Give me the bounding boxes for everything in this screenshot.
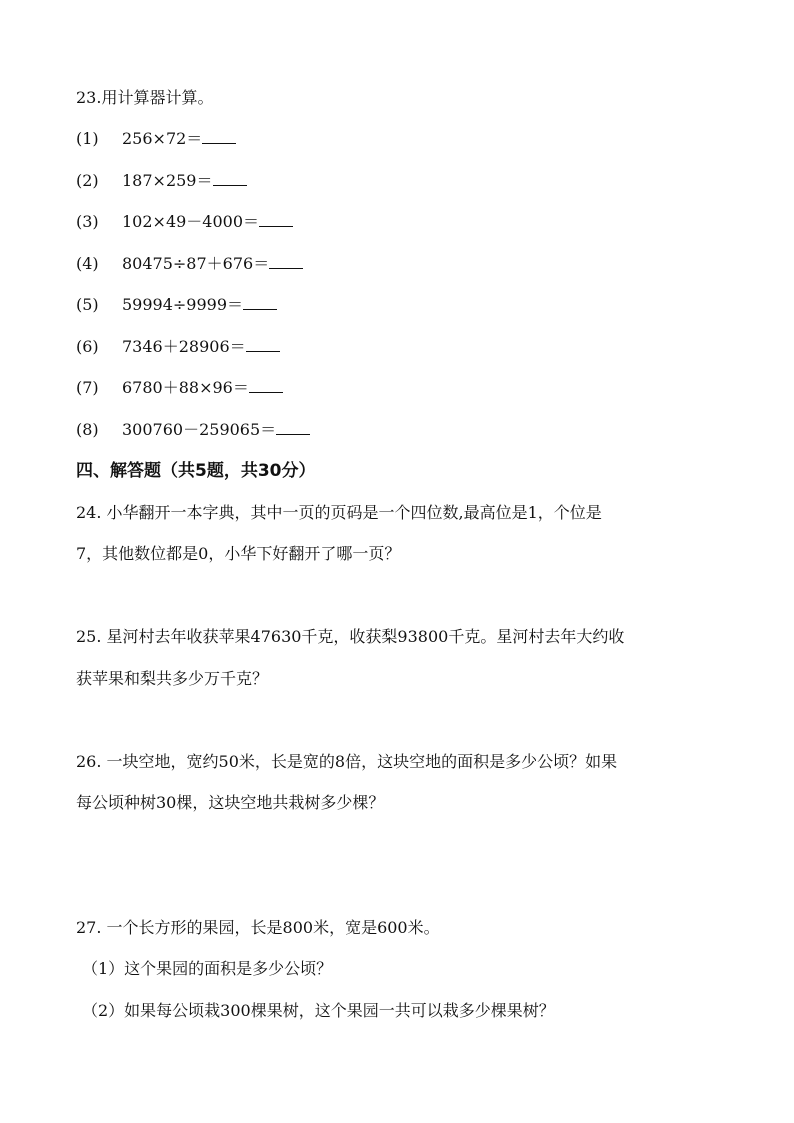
calc-item-8: [76, 419, 310, 441]
calc-item-expression: 300760－259065＝: [122, 420, 277, 439]
calc-item-expression: 6780＋88×96＝: [122, 378, 249, 397]
calc-item-expression: 80475÷87＋676＝: [122, 254, 270, 273]
question-27-line-1: 27. 一个长方形的果园，长是800米，宽是600米。: [76, 918, 440, 937]
calc-item-3: [76, 211, 293, 233]
question-26-line-2: 每公顷种树30棵，这块空地共栽树多少棵？: [76, 793, 385, 812]
calc-item-7: [76, 377, 283, 399]
calc-item-5: [76, 294, 277, 316]
calc-item-number: (3): [76, 212, 99, 231]
calc-item-6: [76, 336, 280, 358]
calc-item-2: [76, 170, 247, 192]
answer-blank[interactable]: [213, 171, 247, 186]
answer-blank[interactable]: [276, 420, 310, 435]
calc-item-number: (4): [76, 254, 99, 273]
answer-blank[interactable]: [202, 129, 236, 144]
question-26-line-1: 26. 一块空地，宽约50米，长是宽的8倍，这块空地的面积是多少公顷？如果: [76, 752, 618, 771]
answer-blank[interactable]: [243, 295, 277, 310]
calc-item-number: (5): [76, 295, 99, 314]
section-heading: 四、解答题（共5题，共30分）: [76, 461, 316, 481]
answer-blank[interactable]: [269, 254, 303, 269]
calc-item-expression: 187×259＝: [122, 171, 213, 190]
question-23-title: 23.用计算器计算。: [76, 88, 214, 107]
calc-item-expression: 256×72＝: [122, 129, 203, 148]
answer-blank[interactable]: [249, 378, 283, 393]
calc-item-expression: 7346＋28906＝: [122, 337, 246, 356]
calc-item-expression: 102×49－4000＝: [122, 212, 260, 231]
calc-item-number: (2): [76, 171, 99, 190]
question-27-sub-2: （2）如果每公顷栽300棵果树，这个果园一共可以栽多少棵果树？: [82, 1001, 555, 1020]
question-24-line-1: 24. 小华翻开一本字典，其中一页的页码是一个四位数,最高位是1，个位是: [76, 503, 602, 522]
question-24-line-2: 7，其他数位都是0，小华下好翻开了哪一页？: [76, 544, 401, 563]
calc-item-4: [76, 253, 303, 275]
calc-item-number: (7): [76, 378, 99, 397]
calc-item-1: [76, 128, 236, 150]
answer-blank[interactable]: [246, 337, 280, 352]
answer-blank[interactable]: [259, 212, 293, 227]
calc-item-number: (6): [76, 337, 99, 356]
question-27-sub-1: （1）这个果园的面积是多少公顷？: [82, 959, 333, 978]
calc-item-number: (8): [76, 420, 99, 439]
calc-item-expression: 59994÷9999＝: [122, 295, 244, 314]
calc-item-number: (1): [76, 129, 99, 148]
question-25-line-2: 获苹果和梨共多少万千克？: [76, 669, 269, 688]
question-25-line-1: 25. 星河村去年收获苹果47630千克，收获梨93800千克。星河村去年大约收: [76, 627, 625, 646]
